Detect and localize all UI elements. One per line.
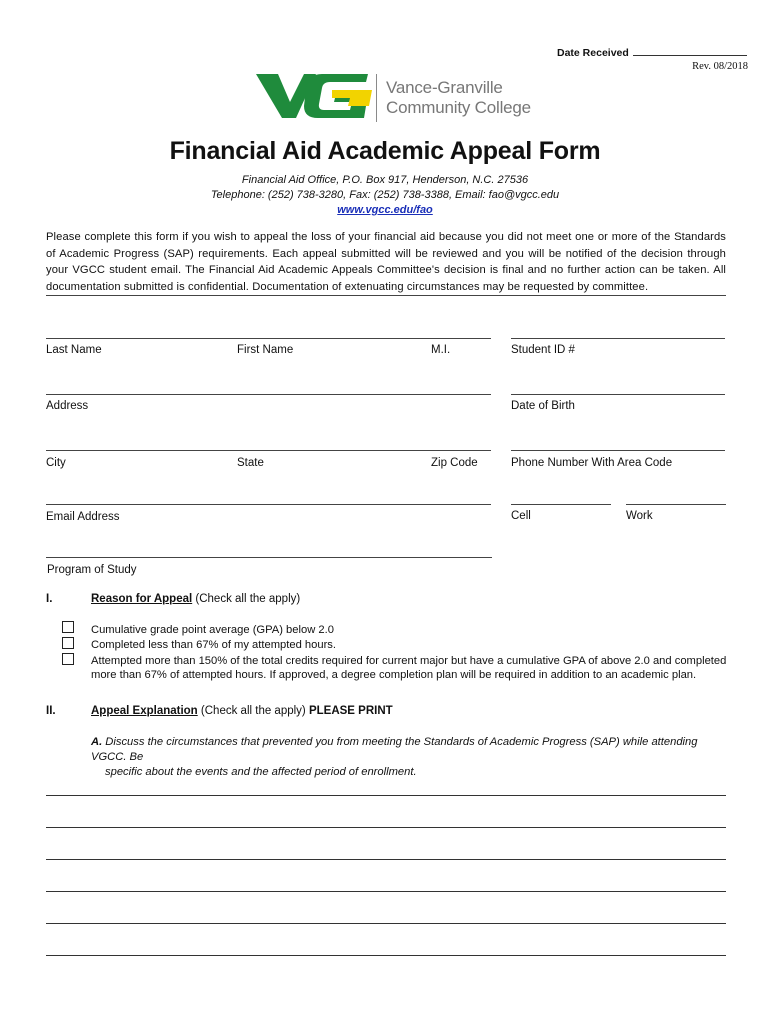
question-a-letter: A. [91,736,103,748]
section-1-heading [91,593,300,605]
section-2-emphasis: PLEASE PRINT [308,705,393,717]
dob-input-line[interactable] [511,394,725,395]
contact-phone: Telephone: (252) 738-3280, Fax: (252) 738-3388, Email: fao@vgcc.edu [210,189,560,201]
address-input-line[interactable] [46,394,491,395]
phone-input-line[interactable] [511,450,725,451]
cell-label: Cell [511,510,531,522]
section-2-number: II. [46,705,56,717]
zip-label: Zip Code [431,457,478,469]
work-label: Work [626,510,653,522]
name-input-line[interactable] [46,338,491,339]
mi-label: M.I. [431,344,451,356]
reason-option-max-timeframe-cont: more than 67% of attempted hours. If approved, a degree completion plan will be required in addition to an academic plan. [91,669,697,681]
website-link[interactable]: www.vgcc.edu/fao [337,204,433,216]
intro-paragraph: Please complete this form if you wish to appeal the loss of your financial aid because you did not meet one or more of the Standards of Academic Progress (SAP) requirements. Each appeal submitted will be reviewed and you will be notified of the decision through your VGCC student email. The Financial Aid Academic Appeals Committee's decision is final and no further action can be taken. All documentation submitted is confidential. Documentation of extenuating circumstances may be requested by committee. [46,231,726,293]
date-received-blank[interactable] [633,46,747,56]
cell-input-line[interactable] [511,504,611,505]
question-a-line2: specific about the events and the affected period of enrollment. [105,766,417,778]
question-a [91,735,711,780]
city-state-zip-input-line[interactable] [46,450,491,451]
question-a-line1: Discuss the circumstances that prevented you from meeting the Standards of Academic Progress (SAP) while attending VGCC. Be [91,736,698,763]
address-label: Address [46,400,89,412]
last-name-label: Last Name [46,344,102,356]
reason-checkbox-gpa[interactable] [62,621,74,633]
dob-label: Date of Birth [511,400,575,412]
answer-line-1[interactable] [46,795,726,796]
logo-divider [376,74,377,122]
contact-address: Financial Aid Office, P.O. Box 917, Henderson, N.C. 27536 [241,174,529,186]
college-logo [256,72,536,126]
logo-text-line2: Community College [386,98,531,117]
work-input-line[interactable] [626,504,726,505]
student-id-label: Student ID # [511,344,575,356]
date-received-label: Date Received [557,47,629,59]
answer-line-3[interactable] [46,859,726,860]
section-2-heading [91,705,393,717]
section-2-title: Appeal Explanation [91,705,198,717]
answer-line-2[interactable] [46,827,726,828]
vg-logo-mark [256,72,376,126]
reason-option-gpa: Cumulative grade point average (GPA) below 2.0 [91,624,334,636]
section-1-note: (Check all the apply) [195,593,301,605]
answer-line-6[interactable] [46,955,726,956]
reason-checkbox-max-timeframe[interactable] [62,653,74,665]
answer-line-4[interactable] [46,891,726,892]
intro-divider [46,295,726,296]
date-received-field[interactable] [557,46,747,59]
email-input-line[interactable] [46,504,491,505]
student-id-input-line[interactable] [511,338,725,339]
section-1-number: I. [46,593,53,605]
revision-label: Rev. 08/2018 [692,61,748,72]
email-label: Email Address [46,511,120,523]
form-title: Financial Aid Academic Appeal Form [169,137,601,165]
logo-text-line1: Vance-Granville [386,78,503,97]
state-label: State [237,457,264,469]
program-label: Program of Study [47,564,137,576]
reason-option-max-timeframe: Attempted more than 150% of the total credits required for current major but have a cumulative GPA of above 2.0 and completed [91,655,727,667]
reason-option-completion: Completed less than 67% of my attempted hours. [91,639,337,651]
first-name-label: First Name [237,344,294,356]
program-input-line[interactable] [46,557,492,558]
section-2-note: (Check all the apply) [200,705,306,717]
phone-label: Phone Number With Area Code [511,457,673,469]
answer-line-5[interactable] [46,923,726,924]
section-1-title: Reason for Appeal [91,593,193,605]
city-label: City [46,457,66,469]
reason-checkbox-completion[interactable] [62,637,74,649]
